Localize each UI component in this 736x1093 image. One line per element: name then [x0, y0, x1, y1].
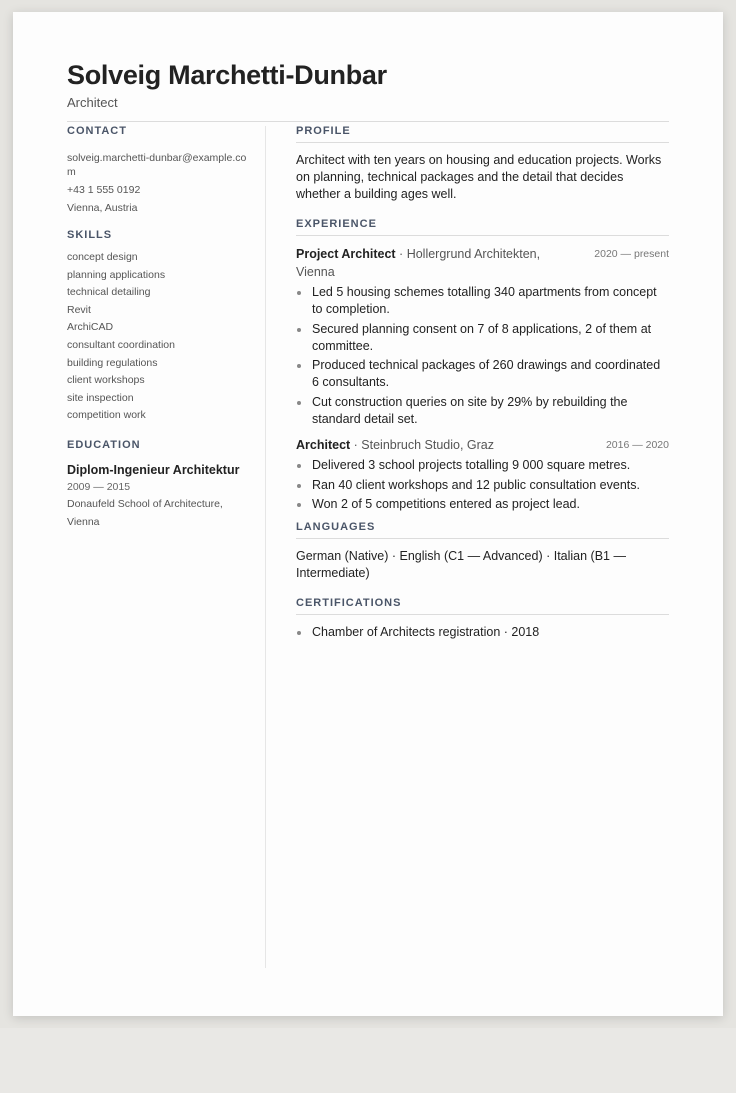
- job-bullets: [296, 457, 669, 513]
- job-entry: [296, 436, 669, 513]
- contact-location: Vienna, Austria: [67, 202, 138, 214]
- job-role: Project Architect: [296, 247, 396, 261]
- skill-item: technical detailing: [67, 286, 151, 299]
- education-school: Donaufeld School of Architecture, Vienna: [67, 497, 223, 528]
- skill-item: client workshops: [67, 374, 145, 387]
- main-column: [296, 125, 669, 657]
- skill-item: concept design: [67, 251, 138, 263]
- job-header: [296, 436, 669, 454]
- skill-item: planning applications: [67, 268, 166, 281]
- skills-section: [67, 229, 247, 425]
- bullet-text: Cut construction queries on site by 29% by rebuilding the standard detail set.: [312, 394, 628, 427]
- candidate-title: Architect: [67, 95, 118, 110]
- list-item: [296, 321, 669, 356]
- bullet-icon: [297, 503, 301, 507]
- job-dates: 2016 — 2020: [605, 439, 669, 452]
- background-strip: [0, 1028, 736, 1093]
- skill-item: ArchiCAD: [67, 321, 114, 334]
- education-degree: Diplom-Ingenieur Architektur: [67, 462, 240, 477]
- column-divider: [265, 126, 266, 968]
- skills-heading: SKILLS: [67, 229, 113, 241]
- bullet-icon: [297, 291, 301, 295]
- bullet-text: Delivered 3 school projects totalling 9 000 square metres.: [312, 458, 631, 473]
- list-item: [296, 394, 669, 429]
- skill-item: building regulations: [67, 356, 158, 369]
- bullet-text: Won 2 of 5 competitions entered as project lead.: [312, 496, 580, 511]
- certification-text: Chamber of Architects registration · 2018: [312, 625, 540, 640]
- languages-heading: LANGUAGES: [296, 521, 669, 539]
- bullet-text: Led 5 housing schemes totalling 340 apartments from concept to completion.: [312, 285, 657, 317]
- experience-heading: EXPERIENCE: [296, 218, 669, 236]
- skill-item: consultant coordination: [67, 338, 175, 351]
- education-years: 2009 — 2015: [67, 480, 131, 493]
- skill-item: Revit: [67, 303, 91, 316]
- sidebar-column: [67, 125, 247, 545]
- list-item: [296, 357, 669, 392]
- job-separator: ·: [395, 247, 407, 261]
- contact-email[interactable]: solveig.marchetti-dunbar@example.com: [67, 152, 247, 178]
- languages-section: [296, 521, 669, 582]
- job-bullets: [296, 284, 669, 428]
- skill-item: site inspection: [67, 391, 134, 404]
- profile-text: Architect with ten years on housing and education projects. Works on planning, technical packages and the detail that decides whether a building ages well.: [296, 153, 662, 201]
- bullet-icon: [297, 484, 301, 488]
- job-company: Steinbruch Studio, Graz: [361, 438, 495, 453]
- contact-heading: CONTACT: [67, 125, 127, 137]
- job-dates: 2020 — present: [594, 248, 669, 260]
- list-item: [296, 284, 669, 319]
- job-header: [296, 245, 669, 281]
- education-heading: EDUCATION: [67, 438, 141, 451]
- list-item: [296, 477, 669, 494]
- candidate-name: Solveig Marchetti-Dunbar: [67, 60, 387, 90]
- job-role: Architect: [296, 438, 351, 453]
- job-company: Hollergrund Architekten, Vienna: [296, 247, 541, 279]
- skill-item: competition work: [67, 409, 146, 422]
- bullet-icon: [297, 328, 301, 332]
- list-item: [296, 624, 669, 641]
- resume-page: [13, 12, 723, 1016]
- list-item: [296, 496, 669, 513]
- bullet-icon: [297, 464, 301, 468]
- bullet-icon: [297, 401, 301, 405]
- bullet-text: Secured planning consent on 7 of 8 applications, 2 of them at committee.: [312, 321, 652, 353]
- bullet-icon: [297, 631, 301, 635]
- languages-text: German (Native) · English (C1 — Advanced) · Italian (B1 — Intermediate): [296, 549, 626, 581]
- certifications-section: [296, 597, 669, 641]
- list-item: [296, 457, 669, 474]
- resume-header: [67, 60, 669, 122]
- job-separator: ·: [350, 438, 362, 453]
- certifications-heading: CERTIFICATIONS: [296, 597, 669, 615]
- experience-section: [296, 218, 669, 513]
- profile-section: [296, 125, 669, 203]
- certifications-list: [296, 624, 669, 641]
- contact-section: [67, 125, 247, 215]
- bullet-text: Ran 40 client workshops and 12 public consultation events.: [312, 477, 640, 492]
- contact-phone[interactable]: +43 1 555 0192: [67, 184, 141, 196]
- job-entry: [296, 245, 669, 428]
- bullet-text: Produced technical packages of 260 drawings and coordinated 6 consultants.: [312, 358, 661, 390]
- bullet-icon: [297, 364, 301, 368]
- education-section: [67, 439, 247, 531]
- profile-heading: PROFILE: [296, 125, 669, 143]
